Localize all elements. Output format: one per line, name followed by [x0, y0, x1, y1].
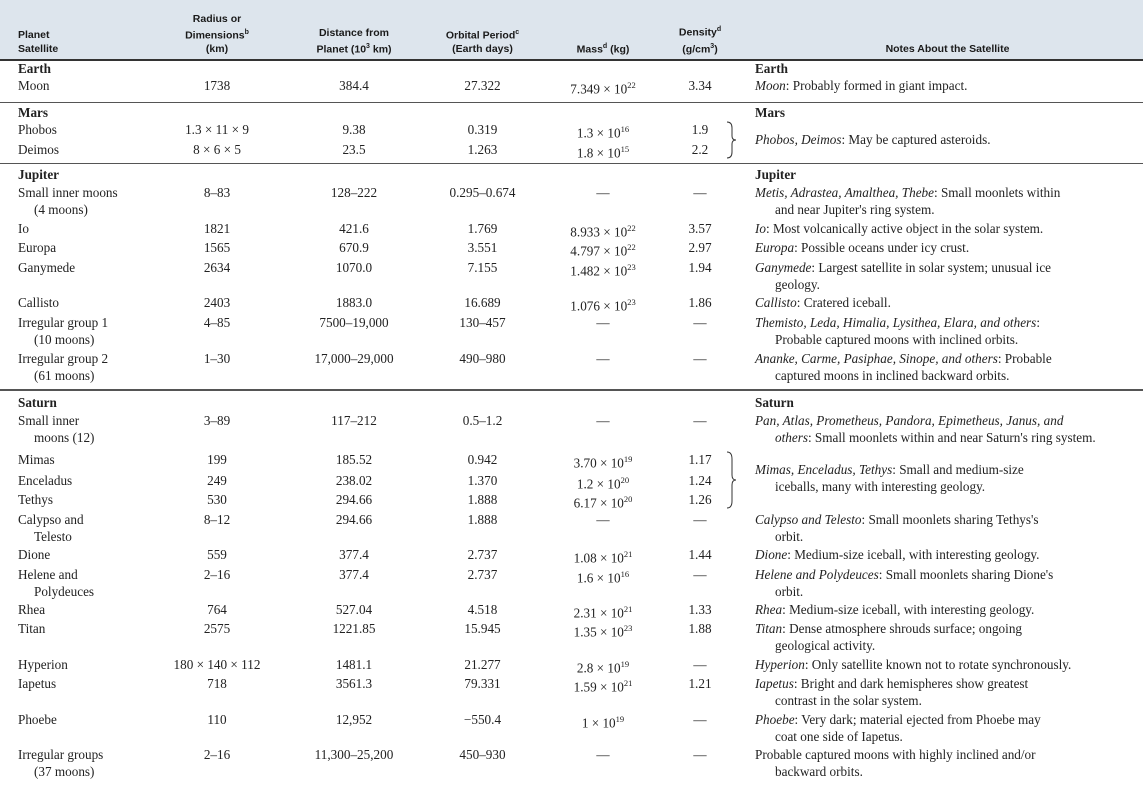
- mass-cell: $1.08 \times 10^{21}$: [573, 549, 633, 566]
- group-jupiter: Jupiter: [18, 167, 60, 182]
- satellite-name: Tethys: [18, 492, 53, 507]
- satellite-name: Moon: [18, 78, 50, 93]
- notes-cell: Iapetus: Bright and dark hemispheres show greatest contrast in the solar system.: [755, 676, 1029, 708]
- mass-cell: —: [596, 512, 610, 527]
- density-cell: 1.88: [688, 621, 712, 636]
- radius-cell: 4–85: [203, 315, 231, 330]
- distance-cell: 294.66: [335, 512, 373, 527]
- distance-cell: 17,000–29,000: [314, 351, 394, 366]
- mass-cell: —: [596, 185, 610, 200]
- period-cell: 21.277: [464, 657, 501, 672]
- distance-cell: 185.52: [335, 452, 373, 467]
- distance-cell: 421.6: [339, 221, 369, 236]
- notes-cell: Moon: Probably formed in giant impact.: [755, 78, 968, 93]
- density-cell: 1.21: [688, 676, 712, 691]
- distance-cell: 238.02: [335, 473, 373, 488]
- period-cell: 490–980: [459, 351, 506, 366]
- mass-cell: $7.349 \times 10^{22}$: [570, 80, 636, 97]
- radius-cell: 8–83: [203, 185, 231, 200]
- period-cell: 1.888: [467, 492, 498, 507]
- density-cell: 1.33: [688, 602, 712, 617]
- satellite-name: Irregular group 1 (10 moons): [18, 315, 109, 347]
- period-cell: 1.888: [467, 512, 498, 527]
- satellite-name: Enceladus: [18, 473, 73, 488]
- density-cell: 1.26: [688, 492, 712, 507]
- mass-cell: $1.8 \times 10^{15}$: [576, 144, 630, 161]
- distance-cell: 128–222: [330, 185, 378, 200]
- mass-cell: $1.482 \times 10^{23}$: [570, 262, 636, 279]
- satellite-name: Rhea: [18, 602, 46, 617]
- radius-cell: 559: [207, 547, 227, 562]
- period-cell: 15.945: [464, 621, 501, 636]
- period-cell: 1.263: [467, 142, 498, 157]
- satellite-name: Callisto: [18, 295, 60, 310]
- satellite-name: Iapetus: [18, 676, 57, 691]
- density-cell: 1.94: [688, 260, 712, 275]
- group-divider-earth-mars: [0, 102, 1143, 103]
- satellite-name: Hyperion: [18, 657, 68, 672]
- header-notes: Notes About the Satellite: [885, 43, 1010, 55]
- satellite-name: Small inner moons (4 moons): [18, 185, 118, 217]
- density-cell: 1.17: [688, 452, 712, 467]
- satellite-name: Phobos: [18, 122, 57, 137]
- notes-cell: Phoebe: Very dark; material ejected from Phoebe may coat one side of Iapetus.: [755, 712, 1041, 744]
- brace-saturn: [724, 451, 740, 509]
- period-cell: 0.319: [467, 122, 498, 137]
- mass-cell: $2.31 \times 10^{21}$: [573, 604, 633, 621]
- radius-cell: 2–16: [203, 567, 231, 582]
- period-cell: 130–457: [459, 315, 506, 330]
- density-cell: 3.34: [688, 78, 712, 93]
- period-cell: 0.5–1.2: [462, 413, 503, 428]
- radius-cell: 764: [207, 602, 227, 617]
- radius-cell: 530: [207, 492, 227, 507]
- brace-mars: [724, 121, 740, 159]
- notes-heading-earth: Earth: [755, 61, 788, 76]
- density-cell: —: [693, 747, 707, 762]
- radius-cell: 110: [207, 712, 227, 727]
- period-cell: 0.295–0.674: [449, 185, 516, 200]
- distance-cell: 3561.3: [335, 676, 373, 691]
- distance-cell: 294.66: [335, 492, 373, 507]
- mass-cell: $1.076 \times 10^{23}$: [570, 297, 636, 314]
- notes-cell: Helene and Polydeuces: Small moonlets sharing Dione's orbit.: [755, 567, 1054, 599]
- notes-cell-mimas-group: Mimas, Enceladus, Tethys: Small and medium-size iceballs, many with interesting geology.: [755, 462, 1024, 494]
- density-cell: 3.57: [688, 221, 712, 236]
- mass-cell: $2.8 \times 10^{19}$: [576, 659, 630, 676]
- distance-cell: 23.5: [342, 142, 366, 157]
- density-cell: —: [693, 315, 707, 330]
- header-distance: Distance from Planet ($10^3$ km): [316, 26, 392, 55]
- satellite-name: Mimas: [18, 452, 55, 467]
- mass-cell: $1.59 \times 10^{21}$: [573, 678, 633, 695]
- mass-cell: $8.933 \times 10^{22}$: [570, 223, 636, 240]
- distance-cell: 1883.0: [335, 295, 373, 310]
- density-cell: —: [693, 567, 707, 582]
- radius-cell: 180 × 140 × 112: [173, 657, 261, 672]
- notes-cell: Io: Most volcanically active object in the solar system.: [755, 221, 1044, 236]
- density-cell: 2.97: [688, 240, 712, 255]
- radius-cell: 8 × 6 × 5: [193, 142, 241, 157]
- header-planet-satellite: Planet Satellite: [18, 29, 59, 55]
- radius-cell: 2634: [203, 260, 231, 275]
- distance-cell: 377.4: [339, 567, 369, 582]
- radius-cell: 8–12: [203, 512, 231, 527]
- density-cell: —: [693, 351, 707, 366]
- mass-cell: $3.70 \times 10^{19}$: [573, 454, 633, 471]
- distance-cell: 7500–19,000: [319, 315, 389, 330]
- notes-cell: Europa: Possible oceans under icy crust.: [755, 240, 970, 255]
- mass-cell: —: [596, 413, 610, 428]
- mass-cell: $1.6 \times 10^{16}$: [576, 569, 630, 586]
- group-divider-jupiter-saturn: [0, 389, 1143, 391]
- period-cell: −550.4: [463, 712, 502, 727]
- header-density: Density$^d$ $(g/cm^3)$: [678, 26, 722, 55]
- mass-cell: $1.2 \times 10^{20}$: [576, 475, 630, 492]
- period-cell: 16.689: [464, 295, 501, 310]
- radius-cell: 199: [207, 452, 227, 467]
- mass-cell: —: [596, 747, 610, 762]
- satellite-name: Dione: [18, 547, 51, 562]
- radius-cell: 2403: [203, 295, 231, 310]
- radius-cell: 1565: [203, 240, 231, 255]
- density-cell: —: [693, 413, 707, 428]
- notes-heading-mars: Mars: [755, 105, 786, 120]
- period-cell: 4.518: [467, 602, 498, 617]
- satellite-name: Europa: [18, 240, 57, 255]
- notes-cell: Callisto: Cratered iceball.: [755, 295, 891, 310]
- period-cell: 0.942: [467, 452, 498, 467]
- radius-cell: 718: [207, 676, 227, 691]
- notes-cell: Ganymede: Largest satellite in solar system; unusual ice geology.: [755, 260, 1052, 292]
- period-cell: 27.322: [464, 78, 501, 93]
- notes-cell: Probable captured moons with highly inclined and/or backward orbits.: [755, 747, 1036, 779]
- period-cell: 7.155: [467, 260, 498, 275]
- distance-cell: 11,300–25,200: [314, 747, 394, 762]
- notes-cell-mars: Phobos, Deimos: May be captured asteroids.: [755, 132, 991, 147]
- satellite-name: Irregular groups (37 moons): [18, 747, 104, 779]
- notes-cell: Calypso and Telesto: Small moonlets sharing Tethys's orbit.: [755, 512, 1039, 544]
- period-cell: 450–930: [459, 747, 506, 762]
- mass-cell: $6.17 \times 10^{20}$: [573, 494, 633, 511]
- header-mass: Mass$^d$ (kg): [576, 42, 630, 55]
- period-cell: 1.370: [467, 473, 498, 488]
- notes-cell: Hyperion: Only satellite known not to rotate synchronously.: [755, 657, 1072, 672]
- notes-cell: Themisto, Leda, Himalia, Lysithea, Elara, and others: Probable captured moons with inclined orbits.: [755, 315, 1040, 347]
- header-radius: Radius or Dimensions$^b$ (km): [185, 12, 249, 55]
- distance-cell: 12,952: [335, 712, 373, 727]
- mass-cell: —: [596, 351, 610, 366]
- density-cell: 1.44: [688, 547, 712, 562]
- density-cell: 1.9: [691, 122, 709, 137]
- group-earth: Earth: [18, 61, 51, 76]
- radius-cell: 1821: [203, 221, 231, 236]
- density-cell: 1.86: [688, 295, 712, 310]
- period-cell: 3.551: [467, 240, 498, 255]
- satellite-name: Small inner moons (12): [18, 413, 95, 445]
- satellite-name: Calypso and Telesto: [18, 512, 84, 544]
- mass-cell: $1.35 \times 10^{23}$: [573, 623, 633, 640]
- satellite-name: Helene and Polydeuces: [18, 567, 95, 599]
- radius-cell: 2–16: [203, 747, 231, 762]
- mass-cell: $1.3 \times 10^{16}$: [576, 124, 630, 141]
- satellite-name: Io: [18, 221, 29, 236]
- notes-heading-saturn: Saturn: [755, 395, 794, 410]
- mass-cell: —: [596, 315, 610, 330]
- notes-cell: Rhea: Medium-size iceball, with interesting geology.: [755, 602, 1035, 617]
- header-orbital-period: Orbital Period$^c$ (Earth days): [445, 28, 520, 55]
- period-cell: 1.769: [467, 221, 498, 236]
- period-cell: 2.737: [467, 547, 498, 562]
- notes-heading-jupiter: Jupiter: [755, 167, 797, 182]
- header-rule: [0, 59, 1143, 61]
- group-divider-mars-jupiter: [0, 163, 1143, 164]
- satellite-name: Titan: [18, 621, 46, 636]
- satellite-name: Deimos: [18, 142, 60, 157]
- notes-cell: Dione: Medium-size iceball, with interesting geology.: [755, 547, 1040, 562]
- distance-cell: 527.04: [335, 602, 373, 617]
- mass-cell: $1 \times 10^{19}$: [581, 714, 625, 731]
- satellite-name: Irregular group 2 (61 moons): [18, 351, 109, 383]
- distance-cell: 377.4: [339, 547, 369, 562]
- distance-cell: 1221.85: [332, 621, 376, 636]
- notes-cell: Metis, Adrastea, Amalthea, Thebe: Small moonlets within and near Jupiter's ring system.: [755, 185, 1061, 217]
- distance-cell: 1070.0: [335, 260, 373, 275]
- density-cell: —: [693, 657, 707, 672]
- notes-cell: Titan: Dense atmosphere shrouds surface; ongoing geological activity.: [755, 621, 1023, 653]
- group-mars: Mars: [18, 105, 49, 120]
- density-cell: 2.2: [691, 142, 709, 157]
- period-cell: 79.331: [464, 676, 501, 691]
- density-cell: —: [693, 712, 707, 727]
- satellite-name: Phoebe: [18, 712, 57, 727]
- radius-cell: 2575: [203, 621, 231, 636]
- distance-cell: 1481.1: [335, 657, 373, 672]
- mass-cell: $4.797 \times 10^{22}$: [570, 242, 636, 259]
- density-cell: —: [693, 512, 707, 527]
- distance-cell: 384.4: [339, 78, 369, 93]
- notes-cell: Pan, Atlas, Prometheus, Pandora, Epimetheus, Janus, and others: Small moonlets within and near Saturn's ring system.: [755, 413, 1096, 445]
- notes-cell: Ananke, Carme, Pasiphae, Sinope, and others: Probable captured moons in inclined backward orbits.: [755, 351, 1052, 383]
- distance-cell: 670.9: [339, 240, 369, 255]
- satellite-name: Ganymede: [18, 260, 76, 275]
- radius-cell: 1738: [203, 78, 231, 93]
- group-saturn: Saturn: [18, 395, 57, 410]
- distance-cell: 117–212: [331, 413, 377, 428]
- radius-cell: 249: [207, 473, 227, 488]
- period-cell: 2.737: [467, 567, 498, 582]
- density-cell: —: [693, 185, 707, 200]
- distance-cell: 9.38: [342, 122, 366, 137]
- radius-cell: 1.3 × 11 × 9: [185, 122, 249, 137]
- density-cell: 1.24: [688, 473, 712, 488]
- radius-cell: 1–30: [203, 351, 231, 366]
- radius-cell: 3–89: [203, 413, 231, 428]
